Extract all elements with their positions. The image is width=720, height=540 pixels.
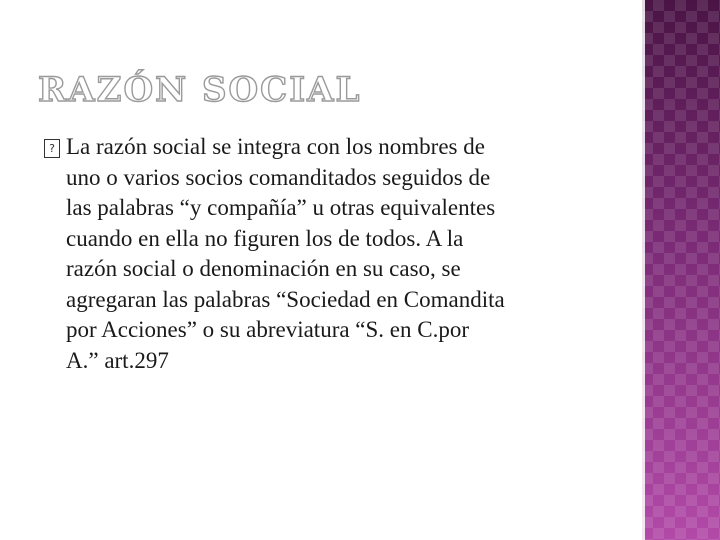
bullet-text: [66, 132, 624, 376]
bullet-line-7: por Acciones” o su abreviatura “S. en C.por: [66, 317, 470, 342]
bullet-marker-icon: ?: [44, 139, 60, 158]
bullet-item: [44, 132, 624, 376]
bullet-line-8: A.” art.297: [66, 347, 169, 373]
side-panel-edge: [642, 0, 645, 540]
bullet-line-3: las palabras “y compañía” u otras equivalentes: [66, 195, 496, 220]
bullet-line-4: cuando en ella no figuren los de todos. A la: [66, 225, 464, 251]
bullet-line-1: La razón social se integra con los nombres de: [66, 134, 485, 159]
bullet-line-2: uno o varios socios comanditados seguidos de: [66, 164, 491, 190]
slide-title: RAZÓN SOCIAL: [38, 70, 362, 110]
bullet-line-6: agregaran las palabras “Sociedad en Comandita: [66, 286, 505, 312]
decorative-side-panel: [642, 0, 720, 540]
bullet-line-5: razón social o denominación en su caso, se: [66, 256, 461, 281]
